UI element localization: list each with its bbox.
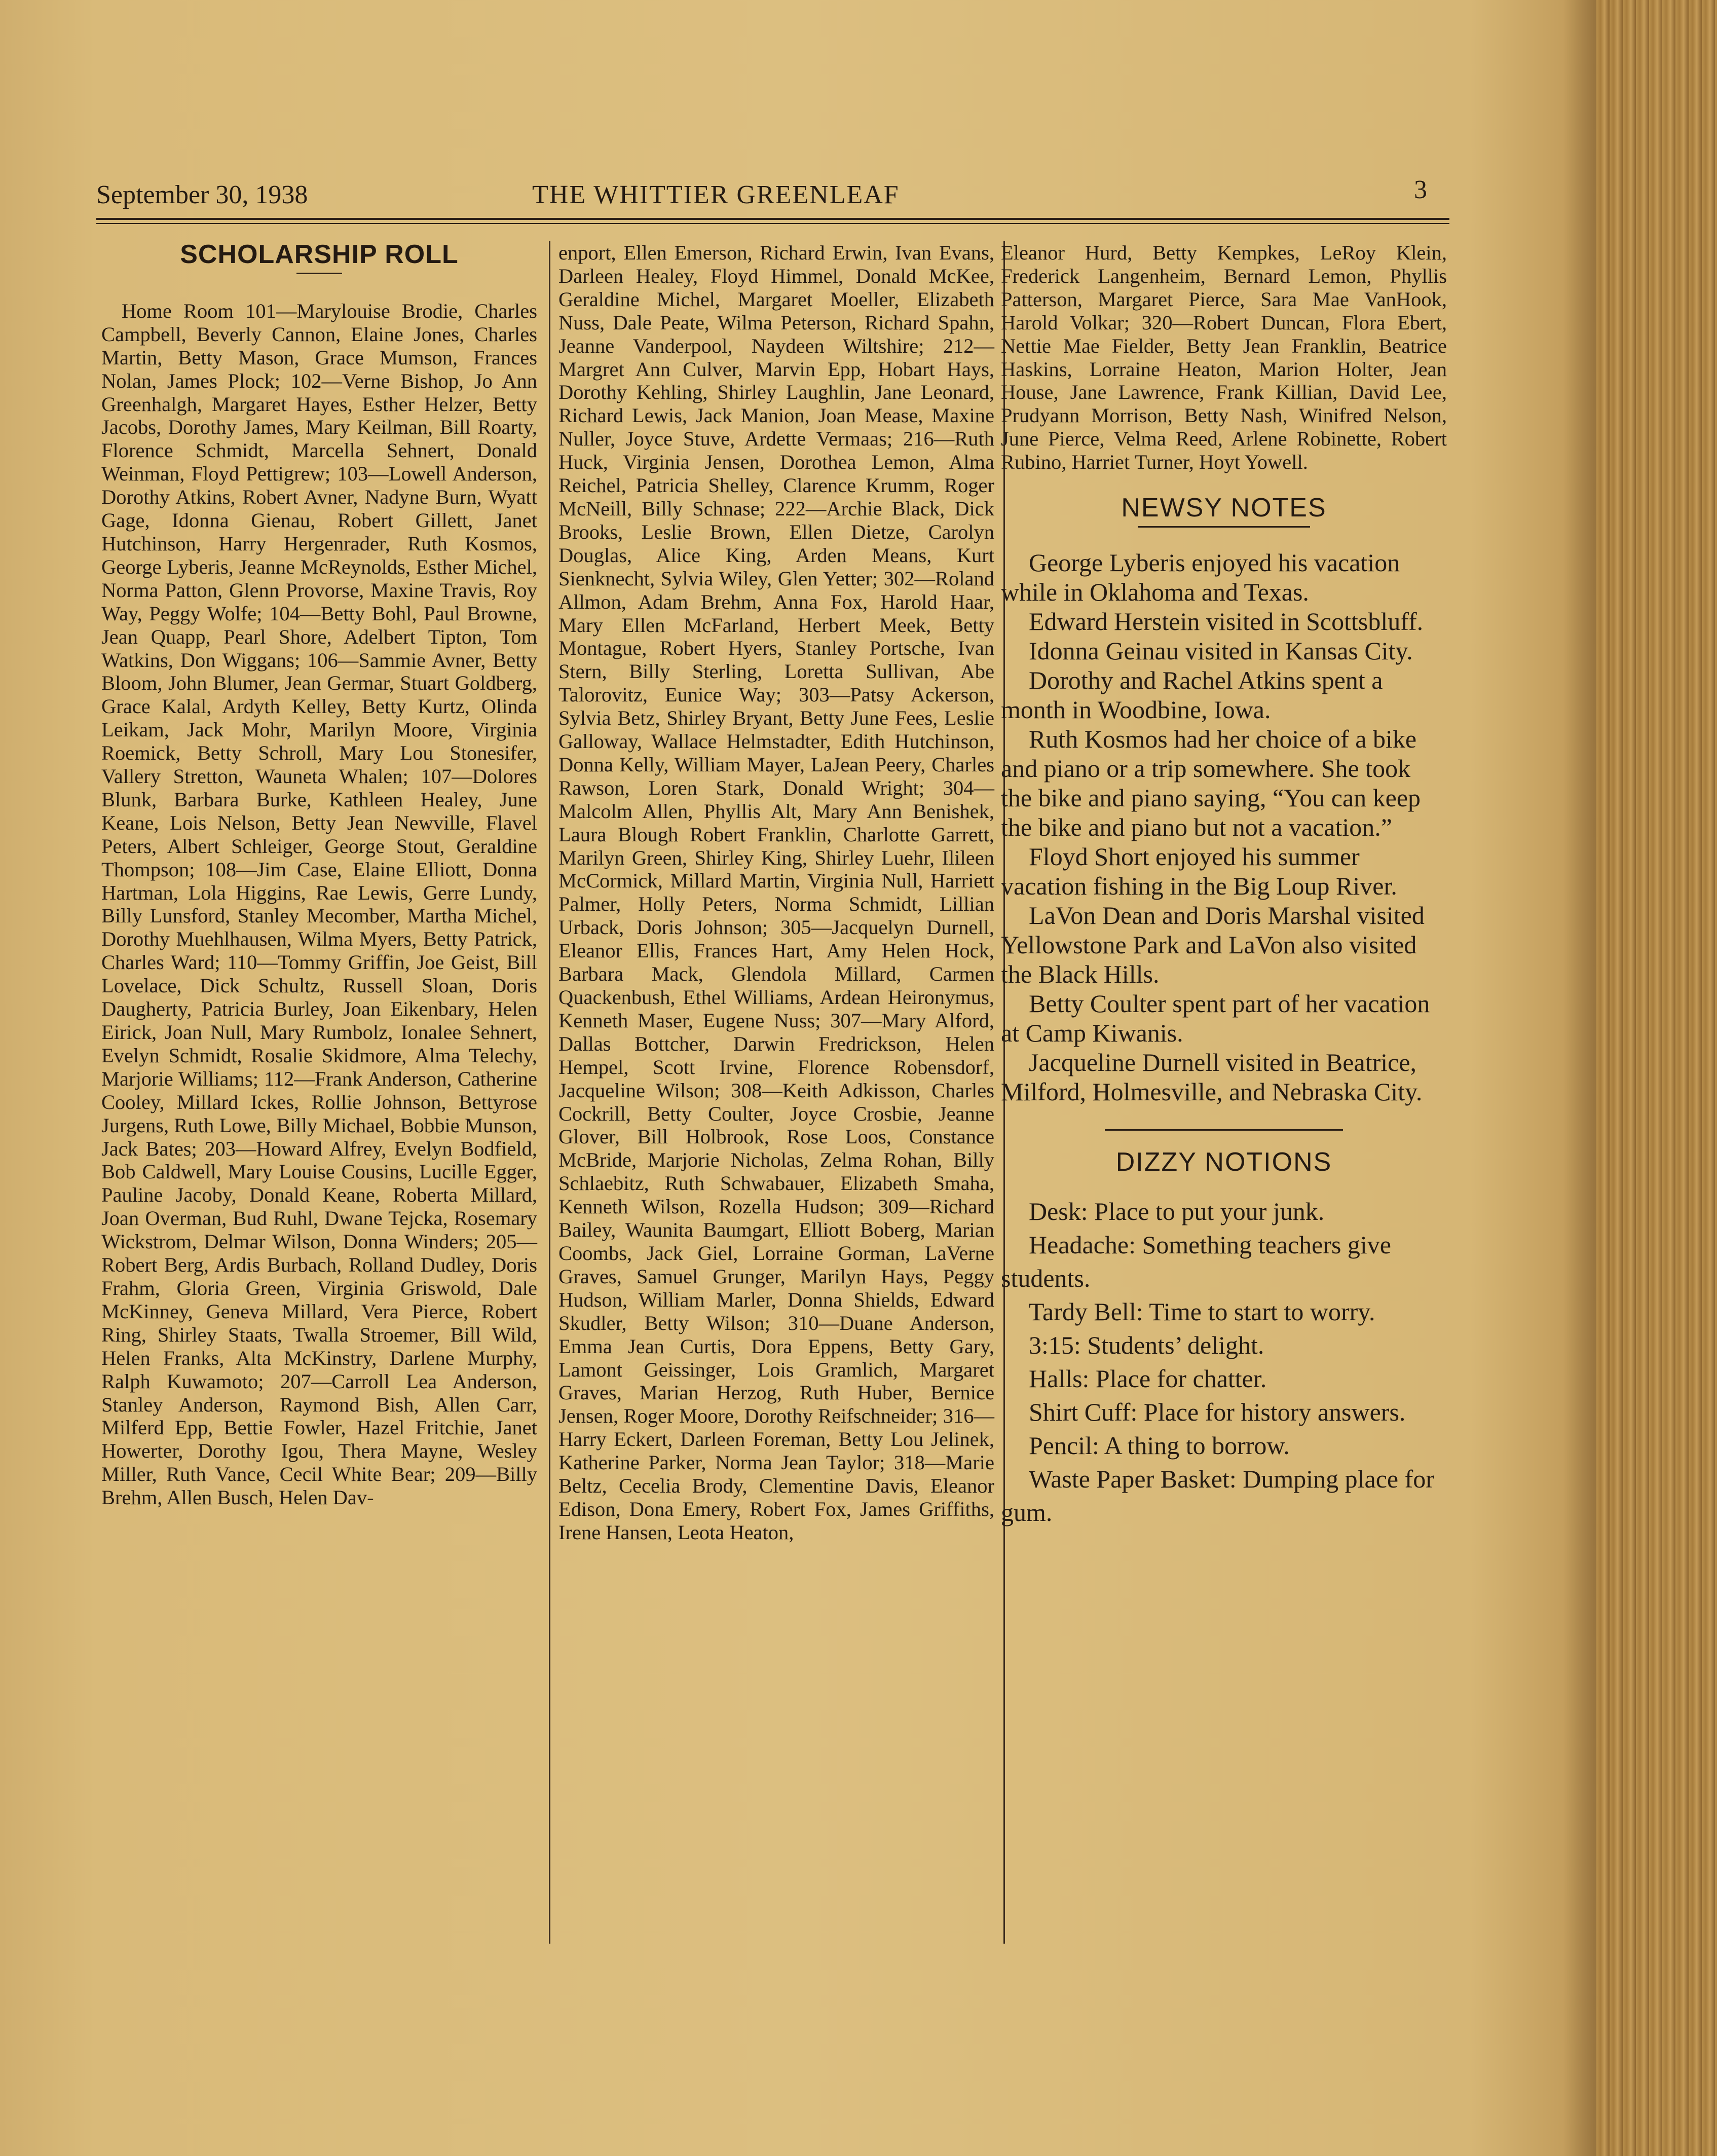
news-item: Ruth Kosmos had her choice of a bike and piano or a trip somewhere. She took the bike and piano saying, “You can keep the bike and piano but not a vacation.” <box>1001 724 1421 841</box>
page-number: 3 <box>1414 175 1427 204</box>
book-binding <box>1596 0 1717 2156</box>
dizzy-item: Halls: Place for chatter. <box>1029 1364 1267 1393</box>
news-item: LaVon Dean and Doris Marshal visited Yellowstone Park and LaVon also visited the Black Hills. <box>1001 901 1425 988</box>
column-divider <box>549 241 550 1944</box>
masthead-rule <box>96 218 1449 220</box>
spine-shadow <box>1563 0 1596 2156</box>
scholarship-text: Eleanor Hurd, Betty Kempkes, LeRoy Klein, Frederick Langenheim, Bernard Lemon, Phyllis Patterson, Margaret Pierce, Sara Mae VanHook, Harold Volkar; 320—Robert Duncan, Flora Ebert, Nettie Mae Fielder, Betty Jean Franklin, Beatrice Haskins, Lorraine Heaton, Marion Holter, Jean House, Jane Lawrence, Frank Killian, David Lee, Prudyann Morrison, Betty Nash, Winifred Nelson, June Pierce, Velma Reed, Arlene Robinette, Robert Rubino, Harriet Turner, Hoyt Yowell. <box>1001 241 1447 474</box>
masthead-rule-thin <box>96 223 1449 224</box>
dizzy-notions-list <box>1001 1195 1447 1529</box>
scholarship-text: enport, Ellen Emerson, Richard Erwin, Ivan Evans, Darleen Healey, Floyd Himmel, Donald McKee, Geraldine Michel, Margaret Moeller, Elizabeth Nuss, Dale Peate, Wilma Peterson, Richard Spahn, Jeanne Vanderpool, Naydeen Wiltshire; 212—Margret Ann Culver, Marvin Epp, Hobart Hays, Dorothy Kehling, Shirley Laughlin, Jane Leonard, Richard Lewis, Jack Manion, Joan Mease, Maxine Nuller, Joyce Stuve, Ardette Vermaas; 216—Ruth Huck, Virginia Jensen, Dorothea Lemon, Alma Reichel, Patricia Shelley, Clarence Krumm, Roger McNeill, Billy Schnase; 222—Archie Black, Dick Brooks, Leslie Brown, Ellen Dietze, Carolyn Douglas, Alice King, Arden Means, Kurt Sienknecht, Sylvia Wiley, Glen Yetter; 302—Roland Allmon, Adam Brehm, Anna Fox, Harold Haar, Mary Ellen McFarland, Herbert Meek, Betty Montague, Robert Hyers, Stanley Portsche, Ivan Stern, Billy Sterling, Loretta Sullivan, Abe Talorovitz, Eunice Way; 303—Patsy Ackerson, Sylvia Betz, Shirley Bryant, Betty June Fees, Leslie Galloway, Wallace Helmstadter, Edith Hutchinson, Donna Kelly, William Mayer, LaJean Peery, Charles Rawson, Loren Stark, Donald Wright; 304—Malcolm Allen, Phyllis Alt, Mary Ann Benishek, Laura Blough Robert Franklin, Charlotte Garrett, Marilyn Green, Shirley King, Shirley Luehr, Ilileen McCormick, Millard Martin, Virginia Null, Harriett Palmer, Holly Peters, Norma Schmidt, Lillian Urback, Doris Johnson; 305—Jacquelyn Durnell, Eleanor Ellis, Frances Hart, Amy Helen Hock, Barbara Mack, Glendola Millard, Carmen Quackenbush, Ethel Williams, Ardean Heironymus, Kenneth Maser, Eugene Nuss; 307—Mary Alford, Dallas Bottcher, Darwin Fredrickson, Helen Hempel, Scott Irvine, Florence Robensdorf, Jacqueline Wilson; 308—Keith Adkisson, Charles Cockrill, Betty Coulter, Joyce Crosbie, Jeanne Glover, Bill Holbrook, Rose Loos, Constance McBride, Marjorie Nicholas, Zelma Rohan, Billy Schlaebitz, Ruth Schwabauer, Elizabeth Smaha, Kenneth Wilson, Rozella Hudson; 309—Richard Bailey, Waunita Baumgart, Elliott Boberg, Marian Coombs, Jack Giel, Lorraine Gorman, LaVerne Graves, Samuel Grunger, Marilyn Hays, Peggy Hudson, William Marler, Donna Shields, Edward Skudler, Betty Wilson; 310—Duane Anderson, Emma Jean Curtis, Dora Eppens, Betty Gary, Lamont Geissinger, Lois Gramlich, Margaret Graves, Marian Herzog, Ruth Huber, Bernice Jensen, Roger Moore, Dorothy Reifschneider; 316—Harry Eckert, Darleen Foreman, Betty Lou Jelinek, Katherine Parker, Norma Jean Taylor; 318—Marie Beltz, Cecelia Brody, Clementine Davis, Eleanor Edison, Dona Emery, Robert Fox, James Griffiths, Irene Hansen, Leota Heaton, <box>558 241 994 1544</box>
news-item: Betty Coulter spent part of her vacation at Camp Kiwanis. <box>1001 989 1430 1047</box>
newsy-notes-heading: NEWSY NOTES <box>1121 493 1327 523</box>
section-rule <box>1105 1129 1343 1131</box>
dizzy-item: Pencil: A thing to borrow. <box>1029 1431 1290 1460</box>
news-item: Floyd Short enjoyed his summer vacation fishing in the Big Loup River. <box>1001 842 1397 900</box>
dizzy-notions-heading: DIZZY NOTIONS <box>1115 1147 1332 1177</box>
news-item: George Lyberis enjoyed his vacation while in Oklahoma and Texas. <box>1001 548 1400 606</box>
scholarship-heading: SCHOLARSHIP ROLL <box>180 240 459 269</box>
news-item: Dorothy and Rachel Atkins spent a month in Woodbine, Iowa. <box>1001 665 1383 724</box>
scholarship-text: Home Room 101—Marylouise Brodie, Charles Campbell, Beverly Cannon, Elaine Jones, Charles Martin, Betty Mason, Grace Mumson, Frances Nolan, James Plock; 102—Verne Bishop, Jo Ann Greenhalgh, Margaret Hayes, Esther Helzer, Betty Jacobs, Dorothy James, Mary Keilman, Bill Roarty, Florence Schmidt, Marcella Sehnert, Donald Weinman, Floyd Pettigrew; 103—Lowell Anderson, Dorothy Atkins, Robert Avner, Nadyne Burn, Wyatt Gage, Idonna Gienau, Robert Gillett, Janet Hutchinson, Harry Hergenrader, Ruth Kosmos, George Lyberis, Jeanne McReynolds, Esther Michel, Norma Patton, Glenn Provorse, Maxine Travis, Roy Way, Peggy Wolfe; 104—Betty Bohl, Paul Browne, Jean Quapp, Pearl Shore, Adelbert Tipton, Tom Watkins, Don Wiggans; 106—Sammie Avner, Betty Bloom, John Blumer, Jean Germar, Stuart Goldberg, Grace Kalal, Ardyth Kelley, Betty Kurtz, Olinda Leikam, Jack Mohr, Marilyn Moore, Virginia Roemick, Betty Schroll, Mary Lou Stonesifer, Vallery Stretton, Wauneta Whalen; 107—Dolores Blunk, Barbara Burke, Kathleen Healey, June Keane, Lois Nelson, Betty Jean Newville, Flavel Peters, Albert Schleiger, George Stout, Geraldine Thompson; 108—Jim Case, Elaine Elliott, Donna Hartman, Lola Higgins, Rae Lewis, Gerre Lundy, Billy Lunsford, Stanley Mecomber, Martha Michel, Dorothy Muehlhausen, Wilma Myers, Betty Patrick, Charles Ward; 110—Tommy Griffin, Joe Geist, Bill Lovelace, Dick Schultz, Russell Sloan, Doris Daugherty, Patricia Burley, Joan Eikenbary, Helen Eirick, Joan Null, Mary Rumbolz, Ionalee Sehnert, Evelyn Schmidt, Rosalie Skidmore, Alma Telechy, Marjorie Williams; 112—Frank Anderson, Catherine Cooley, Millard Ickes, Rollie Johnson, Bettyrose Jurgens, Ruth Lowe, Billy Michael, Bobbie Munson, Jack Bates; 203—Howard Alfrey, Evelyn Bodfield, Bob Caldwell, Mary Louise Cousins, Lucille Egger, Pauline Jacoby, Donald Keane, Roberta Millard, Joan Overman, Bud Ruhl, Dwane Tejcka, Rosemary Wickstrom, Delmar Wilson, Donna Winders; 205—Robert Berg, Ardis Burbach, Rolland Dudley, Doris Frahm, Gloria Green, Virginia Griswold, Dale McKinney, Geneva Millard, Vera Pierce, Robert Ring, Shirley Staats, Twalla Stroemer, Bill Wild, Helen Franks, Alta McKinstry, Darlene Murphy, Ralph Kuwamoto; 207—Carroll Lea Anderson, Stanley Anderson, Raymond Bish, Allen Carr, Milferd Epp, Bettie Fowler, Hazel Fritchie, Janet Howerter, Dorothy Igou, Thera Mayne, Wesley Miller, Ruth Vance, Cecil White Bear; 209—Billy Brehm, Allen Busch, Helen Dav- <box>101 299 537 1509</box>
dizzy-item: Shirt Cuff: Place for history answers. <box>1029 1397 1406 1426</box>
issue-date: September 30, 1938 <box>96 180 308 209</box>
right-column <box>1001 241 1447 1529</box>
heading-rule <box>1138 526 1310 528</box>
news-item: Edward Herstein visited in Scottsbluff. <box>1029 607 1424 636</box>
masthead <box>96 175 1444 215</box>
dizzy-item: 3:15: Students’ delight. <box>1029 1330 1264 1359</box>
dizzy-item: Desk: Place to put your junk. <box>1029 1197 1325 1225</box>
newspaper-title: THE WHITTIER GREENLEAF <box>532 180 900 209</box>
scholarship-column-2 <box>558 241 994 1544</box>
newsy-notes-list <box>1001 548 1447 1106</box>
dizzy-item: Waste Paper Basket: Dumping place for gum. <box>1001 1464 1434 1527</box>
scholarship-column-1 <box>101 240 537 1509</box>
heading-rule <box>296 273 342 274</box>
dizzy-item: Tardy Bell: Time to start to worry. <box>1029 1297 1375 1326</box>
dizzy-item: Headache: Something teachers give students. <box>1001 1230 1391 1292</box>
news-item: Idonna Geinau visited in Kansas City. <box>1029 636 1413 665</box>
news-item: Jacqueline Durnell visited in Beatrice, Milford, Holmesville, and Nebraska City. <box>1001 1048 1423 1106</box>
